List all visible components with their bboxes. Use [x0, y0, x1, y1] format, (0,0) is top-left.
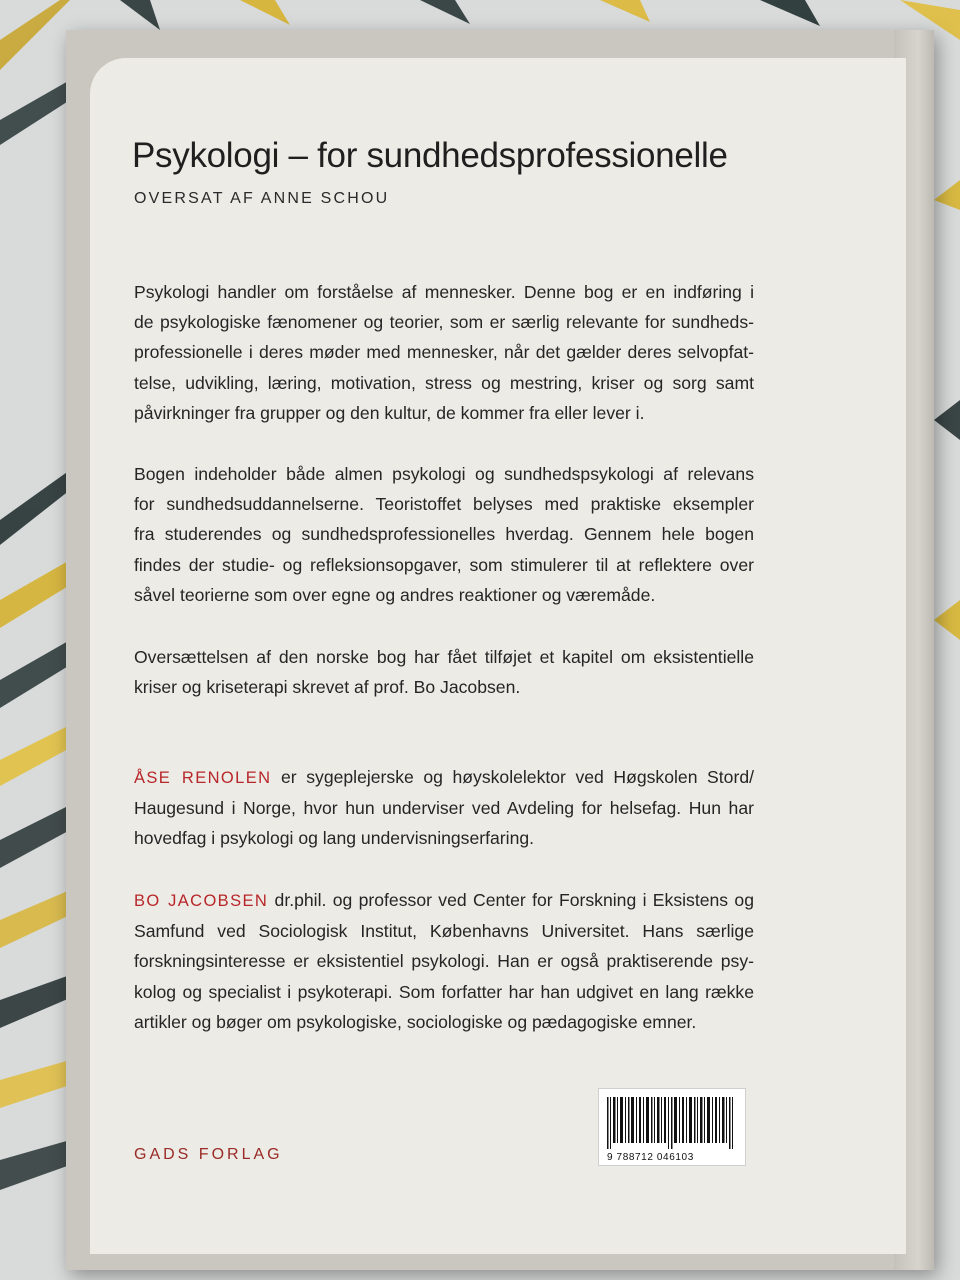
text-line: forskningsinteresse er eksistentiel psykologi. Han er også praktiserende psy- [134, 951, 754, 972]
text-line: påvirkninger fra grupper og den kultur, de kommer fra eller lever i. [134, 402, 645, 423]
author-bio-renolen [134, 762, 754, 854]
barcode-bars [607, 1097, 737, 1149]
text-line: Bogen indeholder både almen psykologi og sundhedspsykologi af relevans [134, 464, 754, 484]
text-line: Haugesund i Norge, hvor hun underviser ved Avdeling for helsefag. Hun har [134, 798, 754, 819]
publisher-logo: GADS FORLAG [134, 1146, 283, 1163]
text-line: kolog og specialist i psykoterapi. Som forfatter har han udgivet en lang række [134, 981, 754, 1002]
author-name: ÅSE RENOLEN [134, 769, 272, 787]
text-line: såvel teorierne som over egne og andres reaktioner og væremåde. [134, 584, 656, 605]
text-line [134, 762, 754, 793]
author-bio-text: er sygeplejerske og høyskolelektor ved Høgskolen Stord/ [271, 767, 754, 787]
text-line: artikler og bøger om psykologiske, sociologiske og pædagogiske emner. [134, 1011, 697, 1032]
text-line: professionelle i deres møder med mennesker, når det gælder deres selvopfat- [134, 342, 754, 363]
book-title: Psykologi – for sundhedsprofessionelle [132, 136, 728, 175]
description-paragraph-3 [134, 642, 754, 702]
description-paragraph-1 [134, 277, 754, 428]
text-line: Samfund ved Sociologisk Institut, Københavns Universitet. Hans særlige [134, 921, 754, 942]
text-line [134, 885, 754, 916]
text-line: hovedfag i psykologi og lang undervisningserfaring. [134, 828, 535, 849]
description-paragraph-2 [134, 459, 754, 610]
isbn-number: 9 788712 046103 [607, 1152, 694, 1163]
text-line: findes der studie- og refleksionsopgaver, som stimulerer til at reflektere over [134, 554, 754, 575]
author-bio-jacobsen [134, 885, 754, 1037]
text-line: Oversættelsen af den norske bog har fået tilføjet et kapitel om eksistentielle [134, 647, 754, 667]
isbn-barcode [598, 1088, 746, 1166]
text-line: fra studerendes og sundhedsprofessionelles hverdag. Gennem hele bogen [134, 524, 754, 545]
author-bio-text: dr.phil. og professor ved Center for Forskning i Eksistens og [268, 890, 754, 910]
text-line: de psykologiske fænomener og teorier, som er særlig relevante for sundheds- [134, 312, 754, 333]
text-line: kriser og kriseterapi skrevet af prof. Bo Jacobsen. [134, 677, 521, 698]
text-line: Psykologi handler om forståelse af mennesker. Denne bog er en indføring i [134, 282, 754, 302]
translator-credit: OVERSAT AF ANNE SCHOU [134, 190, 390, 207]
text-line: for sundhedsuddannelserne. Teoristoffet belyses med praktiske eksempler [134, 494, 754, 515]
text-line: telse, udvikling, læring, motivation, stress og mestring, kriser og sorg samt [134, 372, 754, 393]
author-name: BO JACOBSEN [134, 892, 269, 910]
